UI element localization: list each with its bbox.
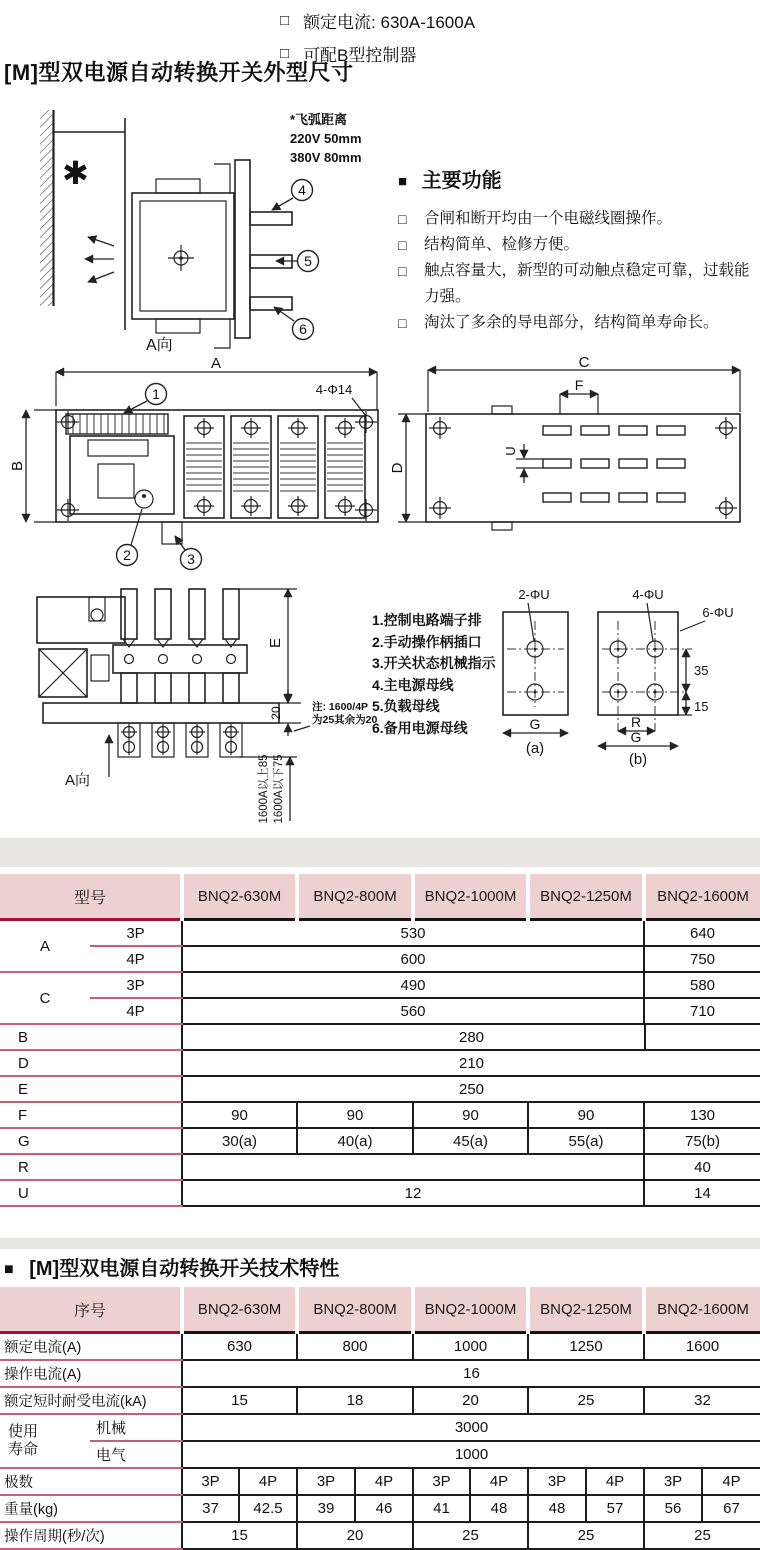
cell: 20 bbox=[413, 1387, 528, 1414]
cell: 37 bbox=[182, 1495, 239, 1522]
wall-hatch bbox=[40, 110, 53, 306]
row-label-R: R bbox=[0, 1154, 182, 1180]
terminal-strip bbox=[66, 414, 168, 434]
model-header: BNQ2-630M bbox=[182, 1287, 297, 1333]
svg-text:3: 3 bbox=[187, 551, 195, 567]
table-row bbox=[0, 1050, 760, 1076]
cell: 3P bbox=[182, 1468, 239, 1495]
cell: 42.5 bbox=[239, 1495, 297, 1522]
square-bullet-icon: □ bbox=[398, 211, 407, 227]
features-section bbox=[398, 164, 758, 336]
plate-b bbox=[598, 587, 734, 768]
front-view-drawing bbox=[9, 355, 398, 584]
bullet-text: 额定电流: 630A-1600A bbox=[303, 13, 476, 32]
row-label-short-time: 额定短时耐受电流(kA) bbox=[0, 1387, 182, 1414]
row-label-A: A bbox=[0, 920, 90, 973]
main-bus bbox=[250, 212, 292, 225]
cell: 4P bbox=[355, 1468, 413, 1495]
spec-table-corner-header: 序号 bbox=[0, 1287, 182, 1333]
legend-item: 1.控制电路端子排 bbox=[372, 612, 482, 628]
cell: 67 bbox=[702, 1495, 760, 1522]
cell: 90 bbox=[528, 1102, 644, 1128]
svg-text:1: 1 bbox=[152, 386, 160, 402]
plate-b-dim-35: 35 bbox=[694, 663, 709, 678]
cell: 25 bbox=[528, 1522, 644, 1549]
bottom-view-drawing bbox=[25, 583, 378, 833]
terminal-plate-drawings bbox=[490, 583, 760, 793]
cell: 560 bbox=[182, 998, 644, 1024]
table-row bbox=[0, 1076, 760, 1102]
plate-b-dim-r: R bbox=[630, 714, 642, 730]
cell: 640 bbox=[644, 920, 760, 947]
callout-2 bbox=[117, 509, 143, 566]
cell: 16 bbox=[182, 1360, 760, 1387]
table-row bbox=[0, 1468, 760, 1495]
features-title-text: 主要功能 bbox=[421, 170, 502, 192]
model-header: BNQ2-630M bbox=[182, 874, 297, 920]
note-line1: 注: 1600/4P bbox=[312, 701, 369, 713]
table-row bbox=[0, 1522, 760, 1549]
table-row bbox=[0, 1333, 760, 1361]
model-header: BNQ2-1600M bbox=[644, 874, 760, 920]
stack-dim-label2: 1600A以下75 bbox=[273, 754, 285, 824]
bullet-rated-current bbox=[280, 4, 475, 37]
table-row bbox=[0, 1180, 760, 1206]
cell: 20 bbox=[297, 1522, 413, 1549]
cell: 48 bbox=[470, 1495, 528, 1522]
cell: 800 bbox=[297, 1333, 413, 1361]
callout-1 bbox=[124, 384, 167, 414]
square-bullet-icon: □ bbox=[280, 45, 290, 62]
callout-4 bbox=[272, 180, 313, 211]
cell: 55(a) bbox=[528, 1128, 644, 1154]
asterisk-mark: ✱ bbox=[62, 155, 89, 191]
cell: 600 bbox=[182, 946, 644, 972]
cell: 48 bbox=[528, 1495, 586, 1522]
cell: 250 bbox=[182, 1076, 760, 1102]
cell: 40(a) bbox=[297, 1128, 413, 1154]
plate-a-dim-g: G bbox=[529, 716, 541, 732]
table-row bbox=[0, 1495, 760, 1522]
sub-label-4p: 4P bbox=[90, 998, 182, 1024]
cell: 1000 bbox=[413, 1333, 528, 1361]
section-band bbox=[0, 838, 760, 867]
legend-item: 4.主电源母线 bbox=[372, 676, 454, 693]
table-row bbox=[0, 946, 760, 972]
plate-b-dim-15: 15 bbox=[694, 699, 709, 714]
cell: 30(a) bbox=[182, 1128, 297, 1154]
cell: 210 bbox=[182, 1050, 760, 1076]
svg-text:2: 2 bbox=[123, 547, 131, 563]
feature-item: □ 结构简单、检修方便。 bbox=[398, 232, 758, 258]
legend-item: 2.手动操作柄插口 bbox=[372, 633, 482, 650]
table-row bbox=[0, 1154, 760, 1180]
standby-bus bbox=[250, 297, 292, 310]
row-label-C: C bbox=[0, 972, 90, 1024]
callout-3 bbox=[162, 522, 202, 570]
cell: 46 bbox=[355, 1495, 413, 1522]
stack-dim-label1: 1600A以上85 bbox=[258, 754, 270, 824]
dim-u-label: U bbox=[503, 446, 518, 456]
feature-item: □ 合闸和断开均由一个电磁线圈操作。 bbox=[398, 206, 758, 232]
sub-label-mechanical: 机械 bbox=[90, 1414, 182, 1441]
svg-text:5: 5 bbox=[304, 253, 312, 269]
cell: 1600 bbox=[644, 1333, 760, 1361]
plate-b-hole-label6: 6-ΦU bbox=[702, 605, 734, 620]
callout-legend bbox=[372, 610, 496, 739]
dim-c-label: C bbox=[578, 354, 590, 371]
section1-title: [M]型双电源自动转换开关外型尺寸 bbox=[4, 60, 354, 85]
cell: 130 bbox=[644, 1102, 760, 1128]
pole-columns bbox=[113, 589, 247, 703]
dim-a-label: A bbox=[210, 355, 222, 372]
cell: 1250 bbox=[528, 1333, 644, 1361]
svg-text:6: 6 bbox=[299, 321, 307, 337]
dim-f-label: F bbox=[574, 377, 584, 393]
plate-b-dim-g: G bbox=[630, 729, 642, 745]
cell: 580 bbox=[644, 972, 760, 998]
table-row bbox=[0, 1128, 760, 1154]
section2-title bbox=[4, 1252, 339, 1281]
base-plate bbox=[43, 703, 279, 723]
terminal-plate bbox=[235, 160, 250, 338]
cell: 3P bbox=[413, 1468, 470, 1495]
square-icon: ■ bbox=[4, 1261, 14, 1278]
cell: 3000 bbox=[182, 1414, 760, 1441]
table-row bbox=[0, 1360, 760, 1387]
side-view-drawing bbox=[18, 98, 366, 353]
cell: 40 bbox=[644, 1154, 760, 1180]
row-label-E: E bbox=[0, 1076, 182, 1102]
table-row bbox=[0, 1024, 760, 1050]
cell: 750 bbox=[644, 946, 760, 972]
model-header: BNQ2-1250M bbox=[528, 874, 644, 920]
table-row bbox=[0, 1414, 760, 1441]
cell: 1000 bbox=[182, 1441, 760, 1468]
dim-20-label: 20 bbox=[269, 706, 283, 720]
table-header-row bbox=[0, 874, 760, 920]
table-row bbox=[0, 998, 760, 1024]
section2-title-text: [M]型双电源自动转换开关技术特性 bbox=[29, 1258, 340, 1280]
cell: 15 bbox=[182, 1387, 297, 1414]
cell: 630 bbox=[182, 1333, 297, 1361]
table-row bbox=[0, 972, 760, 998]
cell: 25 bbox=[644, 1522, 760, 1549]
cell: 530 bbox=[182, 920, 644, 947]
row-label-B: B bbox=[0, 1024, 182, 1050]
terminal-slots bbox=[543, 426, 685, 502]
sub-label-3p: 3P bbox=[90, 972, 182, 998]
dim-e-label: E bbox=[267, 637, 284, 649]
row-b-divider bbox=[644, 1025, 646, 1051]
plate-a-hole-label: 2-ΦU bbox=[518, 587, 550, 602]
dimensions-table bbox=[0, 874, 760, 1207]
arc-note-line: 220V 50mm bbox=[290, 131, 362, 146]
cell: 90 bbox=[297, 1102, 413, 1128]
square-bullet-icon: □ bbox=[398, 315, 407, 331]
top-view-drawing bbox=[389, 354, 760, 568]
row-label-weight: 重量(kg) bbox=[0, 1495, 182, 1522]
view-a-label: A向 bbox=[65, 772, 91, 789]
square-bullet-icon: □ bbox=[280, 12, 290, 29]
cell: 490 bbox=[182, 972, 644, 998]
feature-item: □ 淘汰了多余的导电部分，结构简单寿命长。 bbox=[398, 310, 758, 336]
table-row bbox=[0, 1387, 760, 1414]
cell: 4P bbox=[470, 1468, 528, 1495]
row-label-F: F bbox=[0, 1102, 182, 1128]
arc-note-line: 380V 80mm bbox=[290, 150, 362, 165]
pole-blocks bbox=[184, 416, 365, 518]
row-label-D: D bbox=[0, 1050, 182, 1076]
view-a-label: A向 bbox=[146, 337, 173, 354]
row-label-op-cycle: 操作周期(秒/次) bbox=[0, 1522, 182, 1549]
sub-label-electrical: 电气 bbox=[90, 1441, 182, 1468]
legend-item: 5.负载母线 bbox=[372, 698, 440, 714]
cell: 280 bbox=[182, 1024, 760, 1050]
terminal-stacks bbox=[118, 723, 242, 757]
section-band bbox=[0, 1238, 760, 1249]
square-bullet-icon: □ bbox=[398, 237, 407, 253]
arc-note-line: *飞弧距离 bbox=[290, 112, 348, 127]
model-header: BNQ2-1600M bbox=[644, 1287, 760, 1333]
sub-label-3p: 3P bbox=[90, 920, 182, 947]
row-label-op-current: 操作电流(A) bbox=[0, 1360, 182, 1387]
legend-item: 6.备用电源母线 bbox=[372, 719, 468, 736]
model-header: BNQ2-1000M bbox=[413, 1287, 528, 1333]
plate-b-caption: (b) bbox=[628, 751, 648, 768]
plate-b-hole-label4: 4-ΦU bbox=[632, 587, 664, 602]
cell: 3P bbox=[644, 1468, 702, 1495]
model-header: BNQ2-1000M bbox=[413, 874, 528, 920]
hole-spec-label: 4-Φ14 bbox=[315, 382, 353, 397]
bullet-text: 可配B型控制器 bbox=[303, 46, 417, 65]
dim-table-corner-header: 型号 bbox=[0, 874, 182, 920]
cell: 56 bbox=[644, 1495, 702, 1522]
table-row bbox=[0, 920, 760, 947]
cell: 45(a) bbox=[413, 1128, 528, 1154]
cell: 90 bbox=[182, 1102, 297, 1128]
cell: 15 bbox=[182, 1522, 297, 1549]
model-header: BNQ2-800M bbox=[297, 1287, 413, 1333]
plate-a-caption: (a) bbox=[525, 740, 545, 757]
cell: 75(b) bbox=[644, 1128, 760, 1154]
dim-d-label: D bbox=[389, 462, 406, 474]
center-mark bbox=[168, 245, 194, 271]
legend-item: 3.开关状态机械指示 bbox=[372, 655, 496, 671]
dim-b-label: B bbox=[9, 460, 26, 472]
sub-label-4p: 4P bbox=[90, 946, 182, 972]
svg-text:4: 4 bbox=[298, 182, 306, 198]
row-label-service-life: 使用 寿命 bbox=[0, 1414, 90, 1468]
table-row bbox=[0, 1102, 760, 1128]
cell-empty bbox=[182, 1154, 644, 1180]
cell: 710 bbox=[644, 998, 760, 1024]
cell: 32 bbox=[644, 1387, 760, 1414]
spec-table bbox=[0, 1287, 760, 1550]
cell: 3P bbox=[297, 1468, 355, 1495]
cell: 90 bbox=[413, 1102, 528, 1128]
row-label-G: G bbox=[0, 1128, 182, 1154]
cell: 12 bbox=[182, 1180, 644, 1206]
handle-socket bbox=[135, 490, 153, 508]
row-label-poles: 极数 bbox=[0, 1468, 182, 1495]
table-row bbox=[0, 1441, 760, 1468]
cell: 14 bbox=[644, 1180, 760, 1206]
feature-item: □ 触点容量大，新型的可动触点稳定可靠，过载能力强。 bbox=[398, 258, 758, 310]
cell: 57 bbox=[586, 1495, 644, 1522]
square-icon: ■ bbox=[398, 173, 408, 190]
cell: 4P bbox=[586, 1468, 644, 1495]
cell: 3P bbox=[528, 1468, 586, 1495]
callout-6 bbox=[274, 307, 314, 340]
table-header-row bbox=[0, 1287, 760, 1333]
row-label-U: U bbox=[0, 1180, 182, 1206]
cell: 18 bbox=[297, 1387, 413, 1414]
cell: 25 bbox=[528, 1387, 644, 1414]
plate-a bbox=[503, 587, 568, 757]
model-header: BNQ2-1250M bbox=[528, 1287, 644, 1333]
note-line2: 为25其余为20 bbox=[312, 714, 378, 726]
cell: 4P bbox=[702, 1468, 760, 1495]
square-bullet-icon: □ bbox=[398, 263, 407, 279]
cell: 25 bbox=[413, 1522, 528, 1549]
model-header: BNQ2-800M bbox=[297, 874, 413, 920]
row-label-rated-current: 额定电流(A) bbox=[0, 1333, 182, 1361]
cell: 41 bbox=[413, 1495, 470, 1522]
features-title bbox=[398, 164, 758, 193]
cell: 4P bbox=[239, 1468, 297, 1495]
cell: 39 bbox=[297, 1495, 355, 1522]
